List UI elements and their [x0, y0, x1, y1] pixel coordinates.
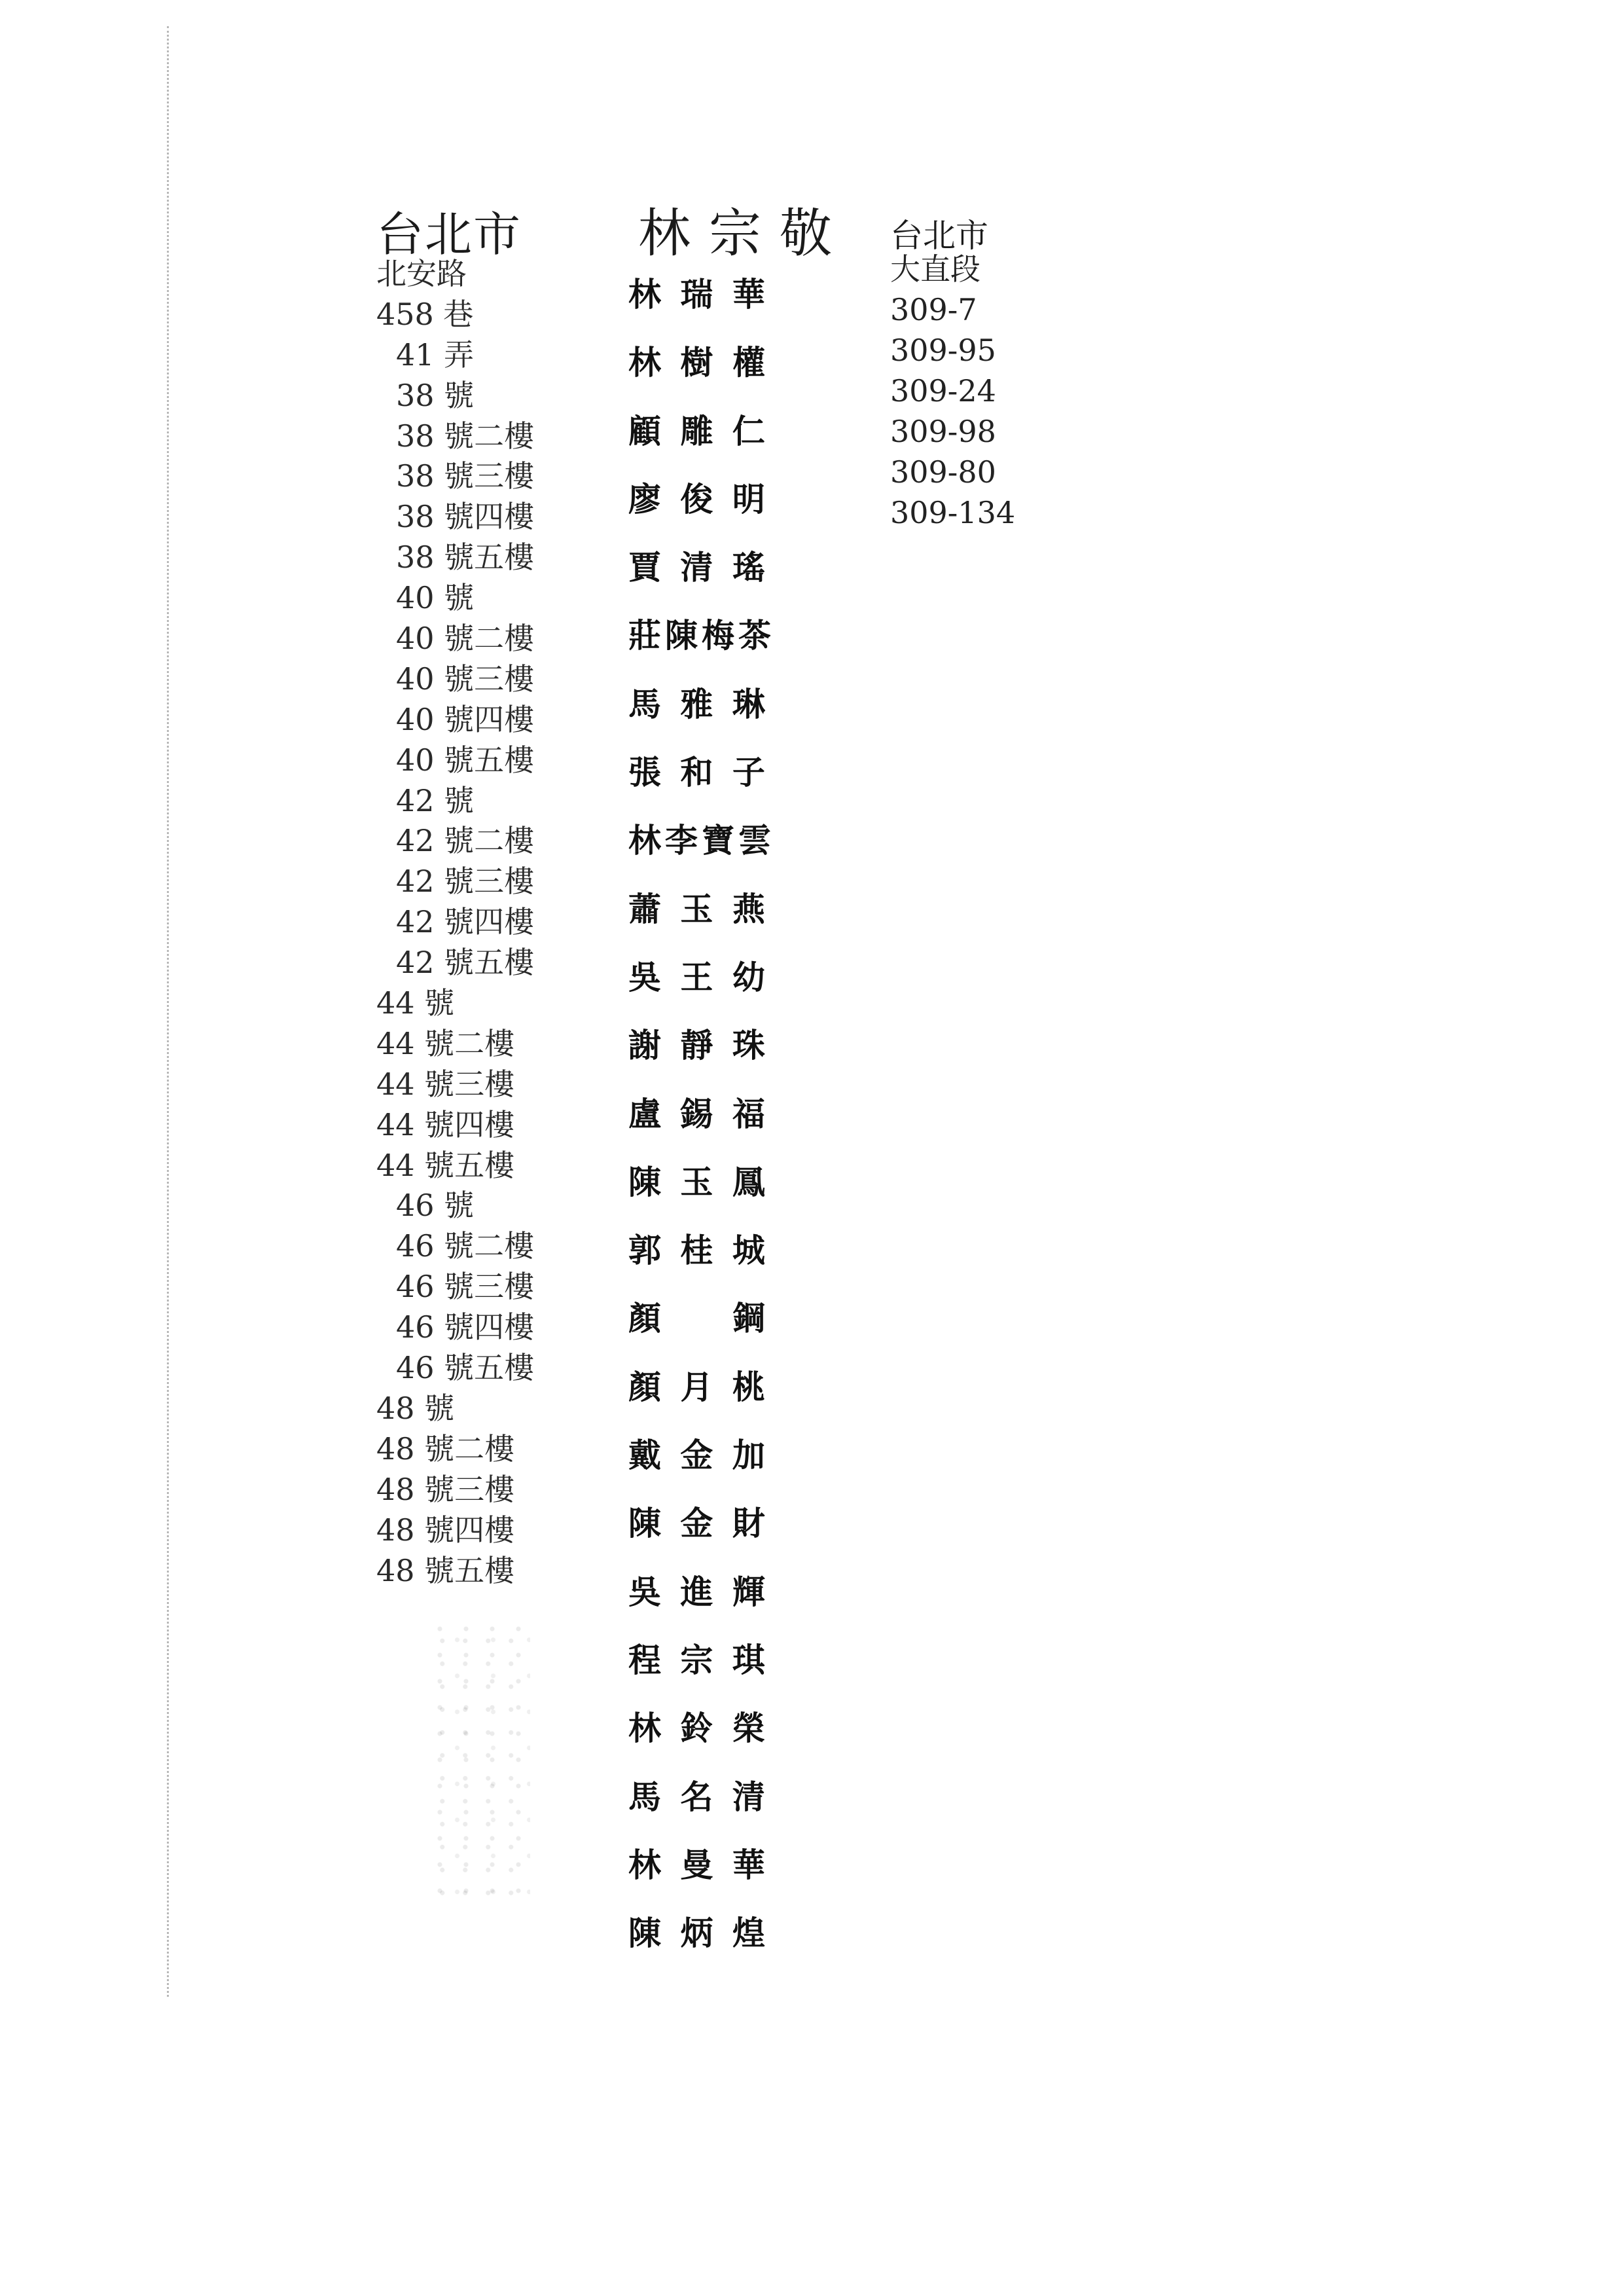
address-row: 42 號四樓: [396, 904, 535, 940]
owner-row: 林 瑞 華: [628, 276, 769, 314]
address-row: 40 號: [396, 580, 475, 616]
address-row: 42 號: [396, 782, 475, 818]
address-row: 40 號三樓: [396, 661, 535, 697]
address-row: 42 號二樓: [396, 823, 535, 859]
address-row: 38 號三樓: [396, 458, 535, 494]
address-row: 46 號二樓: [396, 1228, 535, 1264]
owner-row: 蕭 玉 燕: [628, 890, 769, 928]
address-row: 48 號四樓: [376, 1512, 515, 1548]
owner-row: 顧 雕 仁: [628, 412, 769, 450]
owner-row: 林 曼 華: [628, 1846, 769, 1884]
address-row: 458 巷: [376, 296, 474, 332]
faint-stamp-residue: [432, 1624, 530, 1899]
owner-row: 郭 桂 城: [628, 1231, 769, 1270]
lot-row: 309-80: [890, 454, 996, 490]
owner-row: 陳 金 財: [628, 1504, 769, 1543]
address-row: 46 號四樓: [396, 1309, 535, 1345]
owner-column-header: 林宗敬: [638, 203, 850, 264]
owner-row: 吳 王 幼: [628, 958, 769, 996]
owner-list: [628, 261, 851, 1967]
owner-row: 張 和 子: [628, 754, 769, 792]
address-row: 44 號: [376, 985, 455, 1021]
address-row: 38 號二樓: [396, 418, 535, 454]
address-row: 40 號五樓: [396, 742, 535, 778]
owner-row: 吳 進 輝: [628, 1573, 769, 1611]
lot-row: 309-7: [890, 292, 977, 327]
owner-row: 林 鈴 榮: [628, 1709, 769, 1748]
address-row: 48 號三樓: [376, 1471, 515, 1507]
owner-row: 戴 金 加: [628, 1436, 769, 1475]
owner-row: 林 樹 權: [628, 344, 769, 382]
scan-edge-dots: [167, 26, 169, 1997]
lot-column-header: 台北市: [890, 217, 988, 255]
address-row: 46 號: [396, 1188, 475, 1224]
owner-row: 廖 俊 明: [628, 480, 769, 519]
owner-row: 顏 月 桃: [628, 1368, 769, 1406]
owner-row: 謝 靜 珠: [628, 1027, 769, 1065]
owner-row: 陳 炳 煌: [628, 1914, 769, 1953]
address-column-header: 台北市: [376, 207, 522, 262]
lot-row: 309-134: [890, 495, 1016, 530]
address-row: 40 號二樓: [396, 621, 535, 657]
owner-row: 馬 雅 琳: [628, 685, 769, 723]
owner-row: 林李寶雲: [628, 822, 775, 860]
address-row: 41 弄: [396, 337, 475, 373]
address-row: 48 號五樓: [376, 1552, 515, 1588]
address-row: 44 號四樓: [376, 1106, 515, 1142]
address-row: 48 號: [376, 1390, 455, 1426]
owner-row: 顏 鋼: [628, 1300, 769, 1338]
address-row: 44 號五樓: [376, 1147, 515, 1183]
lot-row: 309-24: [890, 373, 996, 409]
owner-row: 賈 清 瑤: [628, 549, 769, 587]
address-row: 44 號三樓: [376, 1066, 515, 1102]
address-list: [376, 254, 612, 1591]
address-row: 北安路: [376, 256, 467, 291]
address-row: 42 號三樓: [396, 864, 535, 900]
owner-row: 陳 玉 鳳: [628, 1163, 769, 1201]
address-row: 38 號: [396, 377, 475, 413]
lot-list: [890, 249, 1060, 533]
address-row: 46 號五樓: [396, 1350, 535, 1386]
lot-row: 309-95: [890, 333, 996, 368]
owner-row: 盧 錫 福: [628, 1095, 769, 1133]
address-row: 44 號二樓: [376, 1025, 515, 1061]
address-row: 38 號五樓: [396, 539, 535, 575]
owner-row: 馬 名 清: [628, 1777, 769, 1816]
address-row: 46 號三樓: [396, 1269, 535, 1305]
owner-row: 莊陳梅茶: [628, 617, 775, 655]
address-row: 40 號四樓: [396, 701, 535, 737]
address-row: 48 號二樓: [376, 1430, 515, 1467]
lot-row: 309-98: [890, 414, 996, 449]
owner-row: 程 宗 琪: [628, 1641, 769, 1679]
address-row: 38 號四樓: [396, 499, 535, 535]
address-row: 42 號五樓: [396, 945, 535, 981]
lot-row: 大直段: [890, 251, 980, 287]
